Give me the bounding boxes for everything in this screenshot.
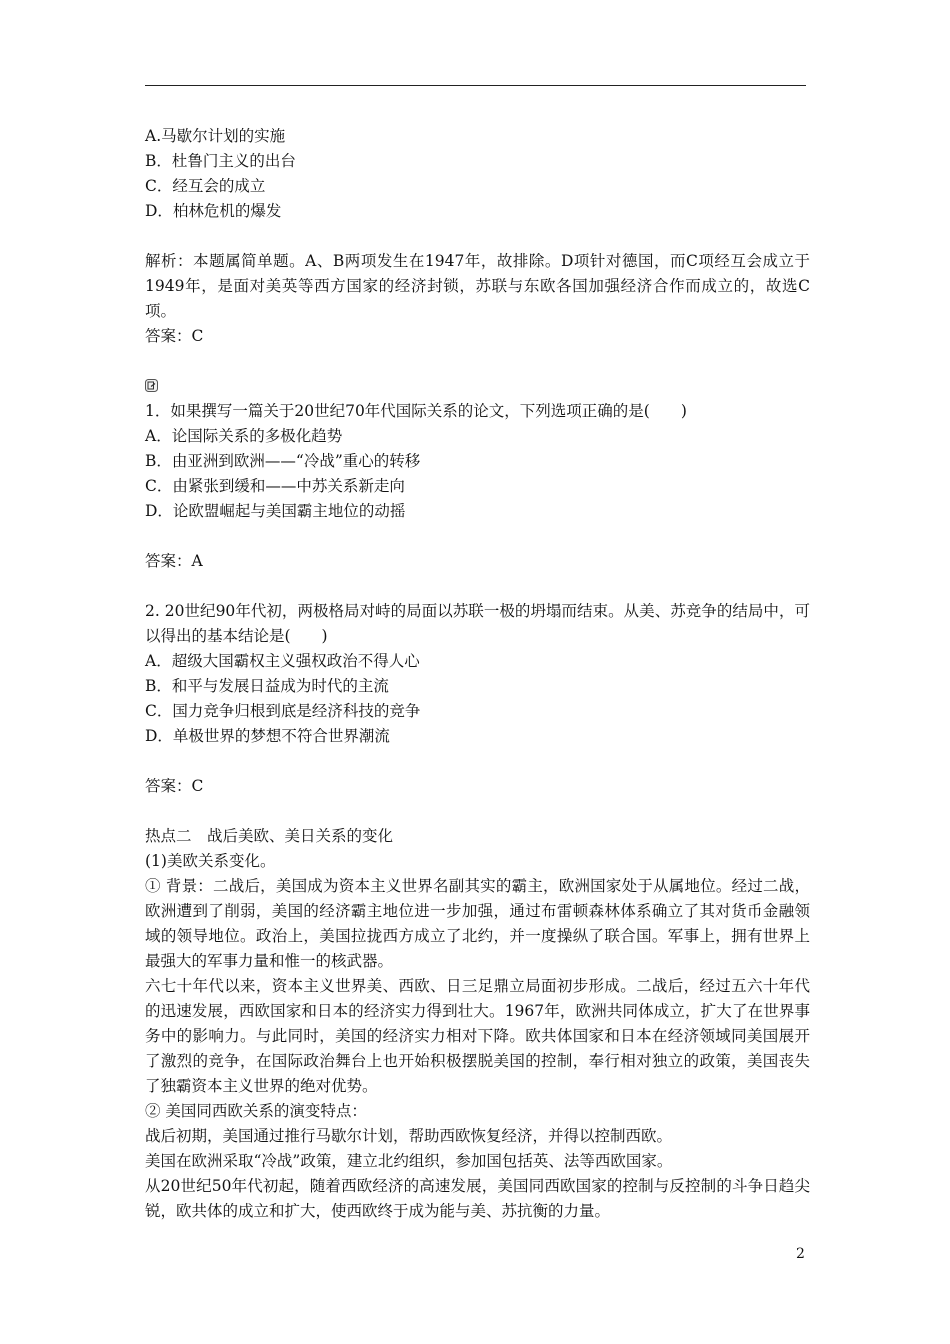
question-1-option-b: B．由亚洲到欧洲——“冷战”重心的转移 <box>145 452 421 470</box>
spacer <box>145 349 810 374</box>
analysis-text: 解析：本题属简单题。A、B两项发生在1947年，故排除。D项针对德国，而C项经互会成立于1949年，是面对美英等西方国家的经济封锁，苏联与东欧各国加强经济合作而成立的，故选C项。 <box>145 252 810 320</box>
spacer <box>145 224 810 249</box>
option-c: C．经互会的成立 <box>145 177 266 195</box>
question-2-option-a: A．超级大国霸权主义强权政治不得人心 <box>145 652 420 670</box>
review-icon <box>145 379 158 392</box>
spacer <box>145 524 810 549</box>
feature-paragraph-1: 战后初期，美国通过推行马歇尔计划，帮助西欧恢复经济，并得以控制西欧。 <box>145 1127 673 1145</box>
spacer <box>145 749 810 774</box>
review-icon-row <box>145 374 810 399</box>
question-1-answer: 答案：A <box>145 552 203 570</box>
question-1-stem: 1．如果撰写一篇关于20世纪70年代国际关系的论文，下列选项正确的是( ) <box>145 402 687 420</box>
features-heading: ② 美国同西欧关系的演变特点： <box>145 1102 367 1120</box>
background-paragraph: ① 背景：二战后，美国成为资本主义世界名副其实的霸主，欧洲国家处于从属地位。经过二战，欧洲遭到了削弱，美国的经济霸主地位进一步加强，通过布雷顿森林体系确立了其对货币金融领域的领导地位。政治上，美国拉拢西方成立了北约，并一度操纵了联合国。军事上，拥有世界上最强大的军事力量和惟一的核武器。 <box>145 877 810 970</box>
question-2-option-b: B．和平与发展日益成为时代的主流 <box>145 677 389 695</box>
question-1-option-a: A．论国际关系的多极化趋势 <box>145 427 343 445</box>
tripolar-paragraph: 六七十年代以来，资本主义世界美、西欧、日三足鼎立局面初步形成。二战后，经过五六十年代的迅速发展，西欧国家和日本的经济实力得到壮大。1967年，欧洲共同体成立，扩大了在世界事务中的影响力。与此同时，美国的经济实力相对下降。欧共体国家和日本在经济领域同美国展开了激烈的竞争，在国际政治舞台上也开始积极摆脱美国的控制，奉行相对独立的政策，美国丧失了独霸资本主义世界的绝对优势。 <box>145 977 810 1095</box>
page-number: 2 <box>796 1246 805 1262</box>
question-2-option-d: D．单极世界的梦想不符合世界潮流 <box>145 727 390 745</box>
question-2-option-c: C．国力竞争归根到底是经济科技的竞争 <box>145 702 421 720</box>
question-1-option-d: D．论欧盟崛起与美国霸主地位的动摇 <box>145 502 406 520</box>
hotspot-title: 热点二 战后美欧、美日关系的变化 <box>145 827 394 845</box>
option-d: D．柏林危机的爆发 <box>145 202 282 220</box>
header-rule <box>145 85 806 86</box>
option-a: A.马歇尔计划的实施 <box>145 127 286 145</box>
question-2-answer: 答案：C <box>145 777 204 795</box>
feature-paragraph-2: 美国在欧洲采取“冷战”政策，建立北约组织，参加国包括英、法等西欧国家。 <box>145 1152 673 1170</box>
question-1-option-c: C．由紧张到缓和——中苏关系新走向 <box>145 477 405 495</box>
answer-text: 答案：C <box>145 327 204 345</box>
feature-paragraph-3: 从20世纪50年代初起，随着西欧经济的高速发展，美国同西欧国家的控制与反控制的斗争日趋尖锐，欧共体的成立和扩大，使西欧终于成为能与美、苏抗衡的力量。 <box>145 1177 810 1220</box>
hotspot-subtitle: (1)美欧关系变化。 <box>145 852 276 870</box>
page-content <box>145 124 810 1224</box>
question-2-stem: 2. 20世纪90年代初，两极格局对峙的局面以苏联一极的坍塌而结束。从美、苏竞争的结局中，可以得出的基本结论是( ) <box>145 602 810 645</box>
spacer <box>145 574 810 599</box>
option-b: B．杜鲁门主义的出台 <box>145 152 296 170</box>
spacer <box>145 799 810 824</box>
